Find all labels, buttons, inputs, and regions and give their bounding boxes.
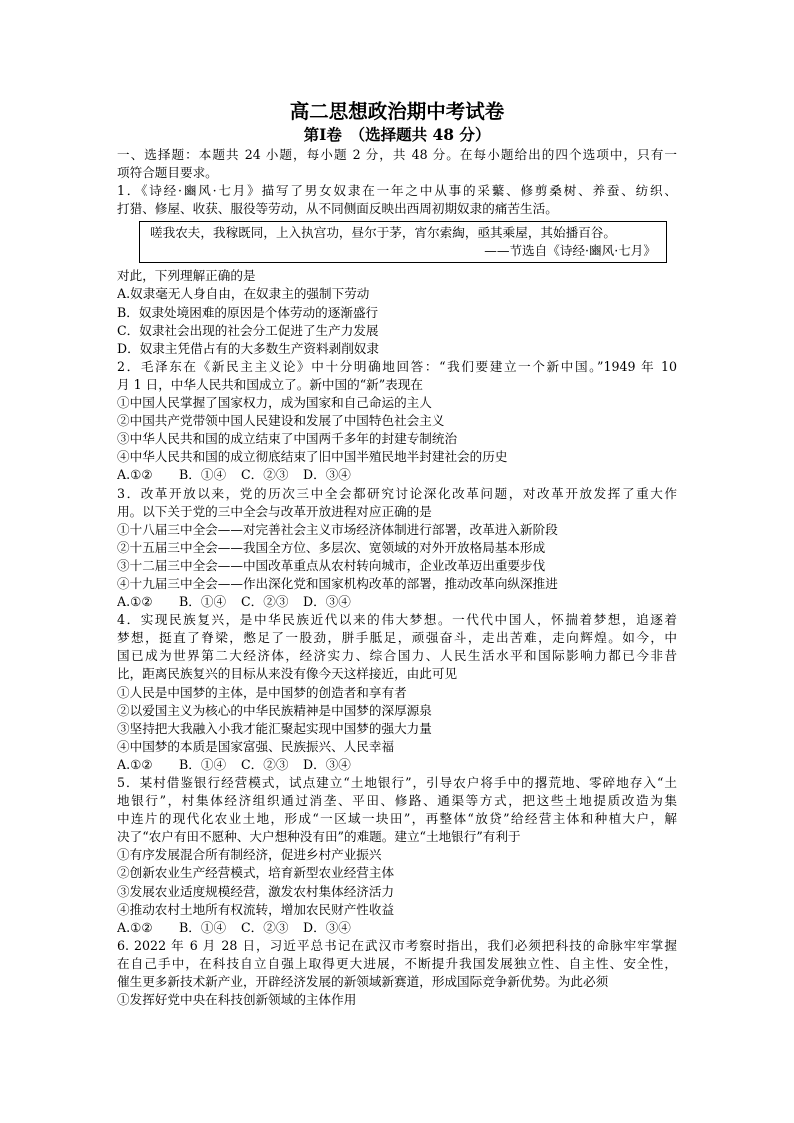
q4-options	[117, 756, 677, 774]
q5-stem-line: 中连片的现代化农业土地，形成“一区域一块田”，再整体“放贷”给经营主体和种植大户，解	[117, 811, 677, 827]
q5-option-c: C．②③	[241, 919, 289, 935]
q1-stem-line: 打猎、修屋、收获、服役等劳动，从不同侧面反映出西周初期奴隶的痛苦生活。	[117, 201, 558, 217]
q3-item: ④十九届三中全会——作出深化党和国家机构改革的部署，推动改革向纵深推进	[117, 575, 558, 591]
q2-item: ③中华人民共和国的成立结束了中国两千多年的封建专制统治	[117, 431, 458, 447]
q3-stem-line: 3．改革开放以来，党的历次三中全会都研究讨论深化改革问题，对改革开放发挥了重大作	[117, 485, 677, 501]
q1-quote-source: ——节选自《诗经·豳风·七月》	[484, 243, 656, 259]
q4-item: ③坚持把大我融入小我才能汇聚起实现中国梦的强大力量	[117, 720, 432, 736]
q3-option-d: D．③④	[303, 594, 351, 610]
exam-body	[117, 146, 677, 1009]
q5-option-d: D．③④	[303, 919, 351, 935]
q5-stem-line: 决了“农户有田不愿种、大户想种没有田”的难题。建立“土地银行”有利于	[117, 829, 521, 845]
q1-prompt: 对此，下列理解正确的是	[117, 268, 256, 284]
q3-option-c: C．②③	[241, 594, 289, 610]
q5-options	[117, 919, 677, 937]
q6-item: ①发挥好党中央在科技创新领域的主体作用	[117, 992, 357, 1008]
q2-option-c: C．②③	[241, 467, 289, 483]
q1-choice-b: B．奴隶处境困难的原因是个体劳动的逐渐盛行	[117, 304, 379, 320]
q3-option-a: A.①②	[117, 594, 153, 610]
exam-subtitle: 第Ⅰ卷 （选择题共 48 分）	[303, 125, 491, 144]
q2-stem-line: 2．毛泽东在《新民主主义论》中十分明确地回答：“我们要建立一个新中国。”1949 年 10	[117, 358, 677, 374]
q1-choice-a: A.奴隶毫无人身自由，在奴隶主的强制下劳动	[117, 286, 370, 302]
q5-item: ②创新农业生产经营模式，培育新型农业经营主体	[117, 865, 395, 881]
q4-stem-line: 比，距离民族复兴的目标从来没有像今天这样接近，由此可见	[117, 666, 458, 682]
q6-stem-line: 6. 2022 年 6 月 28 日，习近平总书记在武汉市考察时指出，我们必须把科技的命脉牢牢掌握	[117, 937, 677, 953]
q1-choice-c: C．奴隶社会出现的社会分工促进了生产力发展	[117, 322, 379, 338]
q4-item: ①人民是中国梦的主体，是中国梦的创造者和享有者	[117, 684, 407, 700]
q4-option-a: A.①②	[117, 756, 153, 772]
q2-options	[117, 466, 677, 484]
q2-option-a: A.①②	[117, 467, 153, 483]
q1-quote-box	[139, 221, 667, 263]
q3-item: ①十八届三中全会——对完善社会主义市场经济体制进行部署，改革进入新阶段	[117, 521, 558, 537]
q3-item: ②十五届三中全会——我国全方位、多层次、宽领域的对外开放格局基本形成	[117, 539, 546, 555]
q5-option-a: A.①②	[117, 919, 153, 935]
exam-title: 高二思想政治期中考试卷	[289, 100, 505, 123]
q4-item: ②以爱国主义为核心的中华民族精神是中国梦的深厚源泉	[117, 702, 432, 718]
q4-option-d: D．③④	[303, 756, 351, 772]
q6-stem-line: 催生更多新技术新产业，开辟经济发展的新领域新赛道，形成国际竞争新优势。为此必须	[117, 974, 609, 990]
q4-stem-line: 4．实现民族复兴，是中华民族近代以来的伟大梦想。一代代中国人，怀揣着梦想，追逐着	[117, 612, 677, 628]
section-intro-line: 项符合题目要求。	[117, 165, 218, 181]
exam-page	[117, 100, 677, 1009]
q3-options	[117, 593, 677, 611]
section-intro-line: 一、选择题：本题共 24 小题，每小题 2 分，共 48 分。在每小题给出的四个选项中，只有一	[117, 147, 677, 162]
q2-item: ④中华人民共和国的成立彻底结束了旧中国半殖民地半封建社会的历史	[117, 449, 508, 465]
q4-item: ④中国梦的本质是国家富强、民族振兴、人民幸福	[117, 738, 395, 754]
q4-option-c: C．②③	[241, 756, 289, 772]
q3-option-b: B．①④	[179, 594, 227, 610]
q5-item: ①有序发展混合所有制经济，促进乡村产业振兴	[117, 847, 382, 863]
q4-stem-line: 国已成为世界第二大经济体，经济实力、综合国力、人民生活水平和国际影响力都已今非昔	[117, 648, 677, 664]
q3-item: ③十二届三中全会——中国改革重点从农村转向城市，企业改革迈出重要步伐	[117, 557, 546, 573]
q5-option-b: B．①④	[179, 919, 227, 935]
q5-item: ③发展农业适度规模经营，激发农村集体经济活力	[117, 883, 395, 899]
q6-stem-line: 在自己手中，在科技自立自强上取得更大进展，不断提升我国发展独立性、自主性、安全性，	[117, 955, 677, 971]
q4-option-b: B．①④	[179, 756, 227, 772]
q2-option-b: B．①④	[179, 467, 227, 483]
q1-quote-text: 嗟我农夫，我稼既同，上入执宫功，昼尔于茅，宵尔索綯，亟其乘屋，其始播百谷。	[150, 225, 616, 241]
q2-option-d: D．③④	[303, 467, 351, 483]
q1-stem-line: 1．《诗经·豳风·七月》描写了男女奴隶在一年之中从事的采蘩、修剪桑树、养蚕、纺织、	[117, 183, 677, 199]
q5-stem-line: 地银行”，村集体经济组织通过消垄、平田、修路、通渠等方式，把这些土地提质改造为集	[117, 793, 677, 809]
q5-stem-line: 5．某村借鉴银行经营模式，试点建立“土地银行”，引导农户将手中的撂荒地、零碎地存入“土	[117, 775, 677, 790]
q1-choice-d: D．奴隶主凭借占有的大多数生产资料剥削奴隶	[117, 340, 379, 356]
q5-item: ④推动农村土地所有权流转，增加农民财产性收益	[117, 901, 395, 917]
q4-stem-line: 梦想，挺直了脊梁，憋足了一股劲，胼手胝足，顽强奋斗，走出苦难，走向辉煌。如今，中	[117, 630, 677, 646]
q2-item: ①中国人民掌握了国家权力，成为国家和自己命运的主人	[117, 395, 432, 411]
q2-stem-line: 月 1 日，中华人民共和国成立了。新中国的“新”表现在	[117, 376, 423, 392]
q3-stem-line: 用。以下关于党的三中全会与改革开放进程对应正确的是	[117, 503, 432, 519]
q2-item: ②中国共产党带领中国人民建设和发展了中国特色社会主义	[117, 413, 445, 429]
